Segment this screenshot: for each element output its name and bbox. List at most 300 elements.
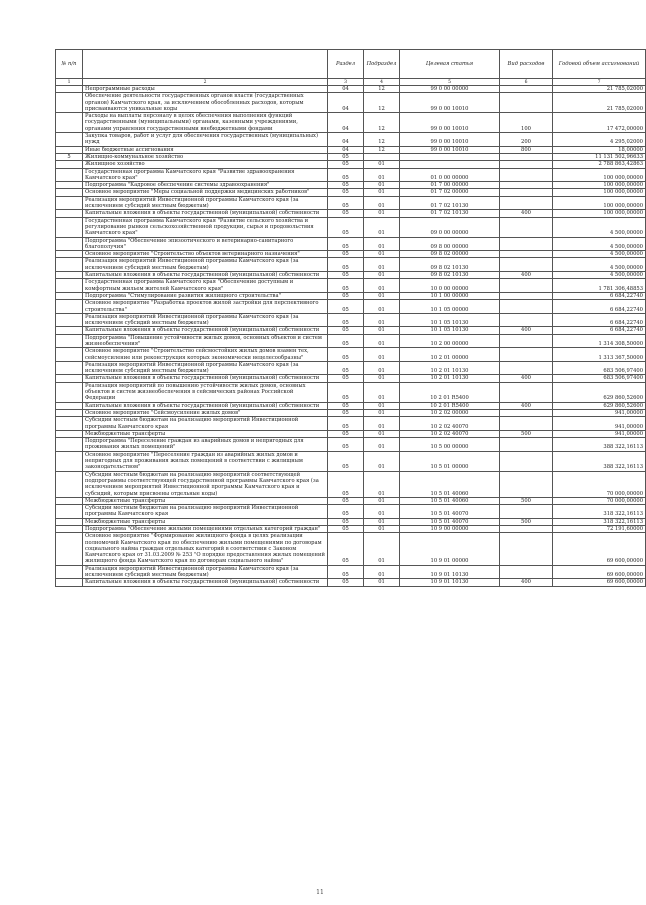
table-body <box>56 86 646 587</box>
row-expense-type-cell <box>500 153 553 160</box>
table-row <box>56 189 646 196</box>
row-num-cell <box>56 375 83 382</box>
row-expense-type-cell: 400 <box>500 579 553 586</box>
row-target-cell: 10 9 01 10130 <box>400 579 500 586</box>
row-subsection-cell: 01 <box>364 471 400 497</box>
row-total-cell: 318 322,16113 <box>553 518 646 525</box>
row-num-cell <box>56 417 83 431</box>
table-row <box>56 471 646 497</box>
row-target-cell: 99 0 00 00000 <box>400 86 500 93</box>
row-num-cell <box>56 258 83 272</box>
row-subsection-cell: 01 <box>364 348 400 362</box>
row-section-cell: 05 <box>328 430 364 437</box>
row-section-cell: 05 <box>328 402 364 409</box>
table-row <box>56 579 646 586</box>
row-total-cell: 21 785,02000 <box>553 93 646 113</box>
index-cell: 7 <box>553 79 646 86</box>
row-name-cell: Реализация мероприятий Инвестиционной программы Камчатского края (за исключением субсидий местным бюджетам) <box>83 258 328 272</box>
table-row <box>56 161 646 168</box>
row-expense-type-cell: 500 <box>500 497 553 504</box>
row-expense-type-cell: 800 <box>500 146 553 153</box>
row-total-cell: 6 684,22740 <box>553 292 646 299</box>
row-total-cell: 69 600,00000 <box>553 565 646 579</box>
row-target-cell: 10 1 05 10130 <box>400 313 500 327</box>
row-subsection-cell: 12 <box>364 113 400 133</box>
row-total-cell: 1 781 306,48853 <box>553 279 646 293</box>
row-num-cell <box>56 518 83 525</box>
row-subsection-cell: 01 <box>364 237 400 251</box>
row-expense-type-cell <box>500 334 553 348</box>
row-section-cell: 05 <box>328 518 364 525</box>
row-total-cell: 629 860,52600 <box>553 402 646 409</box>
row-expense-type-cell: 400 <box>500 327 553 334</box>
table-row <box>56 153 646 160</box>
table-row <box>56 334 646 348</box>
row-total-cell: 21 785,02000 <box>553 86 646 93</box>
row-subsection-cell: 01 <box>364 375 400 382</box>
row-total-cell: 318 322,16113 <box>553 505 646 519</box>
row-name-cell: Основное мероприятие "Разработка проектов жилой застройки для перспективного строительства" <box>83 300 328 314</box>
row-target-cell: 10 2 02 00000 <box>400 409 500 416</box>
row-name-cell: Подпрограмма "Кадровое обеспечение системы здравоохранения" <box>83 182 328 189</box>
row-name-cell: Подпрограмма "Повышение устойчивости жилых домов, основных объектов и систем жизнеобеспечения" <box>83 334 328 348</box>
row-total-cell: 6 684,22740 <box>553 313 646 327</box>
row-section-cell: 04 <box>328 93 364 113</box>
index-cell: 6 <box>500 79 553 86</box>
row-target-cell: 10 9 01 10130 <box>400 565 500 579</box>
row-target-cell: 10 2 01 R5400 <box>400 402 500 409</box>
row-total-cell: 941,00000 <box>553 417 646 431</box>
row-num-cell <box>56 409 83 416</box>
row-expense-type-cell: 100 <box>500 113 553 133</box>
row-name-cell: Подпрограмма "Обеспечение жилыми помещениями отдельных категорий граждан" <box>83 526 328 533</box>
row-name-cell: Капитальные вложения в объекты государственной (муниципальной) собственности <box>83 402 328 409</box>
row-total-cell: 941,00000 <box>553 430 646 437</box>
row-target-cell <box>400 153 500 160</box>
row-num-cell <box>56 161 83 168</box>
row-num-cell <box>56 300 83 314</box>
row-total-cell: 4 500,00000 <box>553 217 646 237</box>
row-target-cell: 10 2 01 00000 <box>400 348 500 362</box>
table-row <box>56 272 646 279</box>
row-section-cell: 05 <box>328 451 364 471</box>
row-subsection-cell: 01 <box>364 292 400 299</box>
index-cell: 3 <box>328 79 364 86</box>
row-name-cell: Расходы на выплаты персоналу в целях обеспечения выполнения функций государственными (муниципальными) органами, казенными учреждениями, органами управления государственными внебюджетными фондами <box>83 113 328 133</box>
row-subsection-cell: 01 <box>364 210 400 217</box>
row-name-cell: Капитальные вложения в объекты государственной (муниципальной) собственности <box>83 375 328 382</box>
row-name-cell: Субсидии местным бюджетам на реализацию мероприятий Инвестиционной программы Камчатского края <box>83 417 328 431</box>
row-section-cell: 05 <box>328 196 364 210</box>
row-expense-type-cell: 500 <box>500 518 553 525</box>
row-num-cell <box>56 279 83 293</box>
row-num-cell <box>56 497 83 504</box>
row-num-cell <box>56 526 83 533</box>
table-row <box>56 526 646 533</box>
row-target-cell: 99 0 00 10010 <box>400 146 500 153</box>
row-expense-type-cell <box>500 565 553 579</box>
row-total-cell: 683 506,97400 <box>553 375 646 382</box>
row-subsection-cell: 01 <box>364 533 400 565</box>
row-section-cell: 04 <box>328 133 364 147</box>
row-total-cell: 629 860,52600 <box>553 382 646 402</box>
row-name-cell: Жилищное хозяйство <box>83 161 328 168</box>
table-row <box>56 327 646 334</box>
row-subsection-cell: 12 <box>364 93 400 113</box>
row-total-cell: 6 684,22740 <box>553 300 646 314</box>
row-expense-type-cell <box>500 438 553 452</box>
row-expense-type-cell <box>500 251 553 258</box>
row-section-cell: 04 <box>328 146 364 153</box>
row-subsection-cell: 01 <box>364 272 400 279</box>
row-target-cell: 10 1 05 10130 <box>400 327 500 334</box>
row-total-cell: 4 500,00000 <box>553 272 646 279</box>
row-target-cell: 10 5 01 00000 <box>400 451 500 471</box>
row-num-cell <box>56 168 83 182</box>
table-row <box>56 182 646 189</box>
row-num-cell <box>56 402 83 409</box>
row-total-cell: 1 313 367,50000 <box>553 348 646 362</box>
row-subsection-cell: 01 <box>364 497 400 504</box>
row-target-cell: 10 0 00 00000 <box>400 279 500 293</box>
table-row <box>56 217 646 237</box>
row-target-cell: 09 8 02 10130 <box>400 258 500 272</box>
row-section-cell: 05 <box>328 153 364 160</box>
row-subsection-cell: 12 <box>364 133 400 147</box>
row-name-cell: Реализация мероприятий Инвестиционной программы Камчатского края (за исключением субсидий местным бюджетам) <box>83 196 328 210</box>
row-num-cell <box>56 217 83 237</box>
row-num-cell <box>56 133 83 147</box>
table-row <box>56 348 646 362</box>
row-target-cell: 10 2 02 40070 <box>400 417 500 431</box>
row-subsection-cell: 01 <box>364 402 400 409</box>
row-total-cell: 69 600,00000 <box>553 579 646 586</box>
col-subsection-header: Подраздел <box>364 50 400 79</box>
row-name-cell: Основное мероприятие "Строительство сейсмостойких жилых домов взамен тех, сейсмоусиление или реконструкция которых экономически нецелесообразны" <box>83 348 328 362</box>
row-total-cell: 70 000,00000 <box>553 497 646 504</box>
row-target-cell: 10 2 00 00000 <box>400 334 500 348</box>
row-name-cell: Подпрограмма "Стимулирование развития жилищного строительства" <box>83 292 328 299</box>
row-subsection-cell: 12 <box>364 86 400 93</box>
row-expense-type-cell <box>500 292 553 299</box>
row-target-cell: 10 2 01 10130 <box>400 375 500 382</box>
row-name-cell: Подпрограмма "Обеспечение эпизоотического и ветеринарно-санитарного благополучия" <box>83 237 328 251</box>
row-section-cell: 05 <box>328 210 364 217</box>
row-expense-type-cell <box>500 471 553 497</box>
table-row <box>56 451 646 471</box>
row-section-cell: 05 <box>328 409 364 416</box>
row-subsection-cell: 01 <box>364 182 400 189</box>
row-num-cell <box>56 146 83 153</box>
row-target-cell: 10 5 01 40060 <box>400 471 500 497</box>
col-num-header: № п/п <box>56 50 83 79</box>
row-name-cell: Государственная программа Камчатского края "Развитие здравоохранения Камчатского края" <box>83 168 328 182</box>
row-subsection-cell: 01 <box>364 505 400 519</box>
row-total-cell: 100 000,00000 <box>553 196 646 210</box>
row-section-cell: 05 <box>328 251 364 258</box>
row-name-cell: Закупка товаров, работ и услуг для обеспечения государственных (муниципальных) нужд <box>83 133 328 147</box>
row-expense-type-cell <box>500 93 553 113</box>
row-name-cell: Основное мероприятие "Строительство объектов ветеринарного назначения" <box>83 251 328 258</box>
table-row <box>56 313 646 327</box>
row-name-cell: Основное мероприятие "Меры социальной поддержки медицинских работников" <box>83 189 328 196</box>
table-row <box>56 237 646 251</box>
row-expense-type-cell: 400 <box>500 375 553 382</box>
row-name-cell: Реализация мероприятий Инвестиционной программы Камчатского края (за исключением субсидий местным бюджетам) <box>83 313 328 327</box>
row-target-cell: 01 7 00 00000 <box>400 182 500 189</box>
row-expense-type-cell <box>500 526 553 533</box>
row-total-cell: 941,00000 <box>553 409 646 416</box>
row-subsection-cell: 01 <box>364 251 400 258</box>
row-section-cell: 05 <box>328 217 364 237</box>
row-name-cell: Капитальные вложения в объекты государственной (муниципальной) собственности <box>83 579 328 586</box>
row-target-cell: 10 1 00 00000 <box>400 292 500 299</box>
table-row <box>56 438 646 452</box>
row-target-cell: 09 8 02 00000 <box>400 251 500 258</box>
row-subsection-cell: 01 <box>364 313 400 327</box>
row-num-cell <box>56 327 83 334</box>
table-row <box>56 196 646 210</box>
row-section-cell: 05 <box>328 327 364 334</box>
row-expense-type-cell <box>500 161 553 168</box>
table-row <box>56 375 646 382</box>
row-target-cell: 10 5 01 40060 <box>400 497 500 504</box>
row-expense-type-cell: 400 <box>500 210 553 217</box>
row-section-cell: 05 <box>328 292 364 299</box>
row-expense-type-cell: 400 <box>500 402 553 409</box>
page-number: 11 <box>316 889 324 896</box>
row-subsection-cell: 01 <box>364 526 400 533</box>
row-target-cell: 99 0 00 10010 <box>400 113 500 133</box>
row-num-cell <box>56 348 83 362</box>
index-cell: 4 <box>364 79 400 86</box>
table-header <box>56 50 646 79</box>
row-name-cell: Реализация мероприятий по повышению устойчивости жилых домов, основных объектов и систем жизнеобеспечения в сейсмических районах Российской Федерации <box>83 382 328 402</box>
row-total-cell: 4 295,02000 <box>553 133 646 147</box>
row-subsection-cell <box>364 153 400 160</box>
row-section-cell: 05 <box>328 279 364 293</box>
table-row <box>56 210 646 217</box>
row-section-cell: 04 <box>328 113 364 133</box>
row-num-cell <box>56 565 83 579</box>
table-row <box>56 505 646 519</box>
table-row <box>56 279 646 293</box>
row-target-cell: 09 8 02 10130 <box>400 272 500 279</box>
row-total-cell: 1 314 308,50000 <box>553 334 646 348</box>
row-target-cell: 01 7 02 10130 <box>400 196 500 210</box>
row-num-cell <box>56 210 83 217</box>
row-num-cell <box>56 93 83 113</box>
row-section-cell: 05 <box>328 565 364 579</box>
row-subsection-cell: 01 <box>364 438 400 452</box>
row-target-cell: 10 2 02 40070 <box>400 430 500 437</box>
row-num-cell <box>56 334 83 348</box>
row-target-cell: 10 2 01 R5400 <box>400 382 500 402</box>
row-section-cell: 05 <box>328 533 364 565</box>
table-row <box>56 497 646 504</box>
row-subsection-cell: 01 <box>364 327 400 334</box>
row-subsection-cell: 01 <box>364 161 400 168</box>
row-num-cell <box>56 251 83 258</box>
row-expense-type-cell <box>500 313 553 327</box>
row-section-cell: 05 <box>328 272 364 279</box>
index-cell: 2 <box>83 79 328 86</box>
row-target-cell: 09 8 00 00000 <box>400 237 500 251</box>
row-subsection-cell: 01 <box>364 382 400 402</box>
row-expense-type-cell <box>500 505 553 519</box>
row-target-cell: 09 0 00 00000 <box>400 217 500 237</box>
row-section-cell: 05 <box>328 417 364 431</box>
row-expense-type-cell <box>500 86 553 93</box>
col-section-header: Раздел <box>328 50 364 79</box>
row-expense-type-cell <box>500 361 553 375</box>
row-total-cell: 2 788 863,42863 <box>553 161 646 168</box>
row-section-cell: 05 <box>328 505 364 519</box>
row-target-cell: 99 0 00 10010 <box>400 93 500 113</box>
row-name-cell: Подпрограмма "Переселение граждан из аварийных домов и непригодных для проживания жилых помещений" <box>83 438 328 452</box>
row-total-cell: 69 600,00000 <box>553 533 646 565</box>
row-total-cell: 72 191,60000 <box>553 526 646 533</box>
row-section-cell: 05 <box>328 375 364 382</box>
index-cell: 1 <box>56 79 83 86</box>
row-expense-type-cell <box>500 300 553 314</box>
row-target-cell: 10 1 05 00000 <box>400 300 500 314</box>
row-section-cell: 05 <box>328 237 364 251</box>
row-expense-type-cell: 400 <box>500 272 553 279</box>
row-num-cell <box>56 438 83 452</box>
row-name-cell: Межбюджетные трансферты <box>83 518 328 525</box>
row-subsection-cell: 01 <box>364 579 400 586</box>
row-subsection-cell: 01 <box>364 430 400 437</box>
row-total-cell: 11 131 502,96633 <box>553 153 646 160</box>
row-expense-type-cell <box>500 237 553 251</box>
row-expense-type-cell <box>500 217 553 237</box>
table-row <box>56 533 646 565</box>
row-subsection-cell: 01 <box>364 196 400 210</box>
row-num-cell <box>56 189 83 196</box>
row-expense-type-cell <box>500 279 553 293</box>
row-subsection-cell: 01 <box>364 518 400 525</box>
row-expense-type-cell: 500 <box>500 430 553 437</box>
row-section-cell: 05 <box>328 471 364 497</box>
row-section-cell: 05 <box>328 313 364 327</box>
row-section-cell: 05 <box>328 300 364 314</box>
row-name-cell: Межбюджетные трансферты <box>83 497 328 504</box>
row-section-cell: 05 <box>328 382 364 402</box>
row-num-cell <box>56 579 83 586</box>
row-expense-type-cell <box>500 189 553 196</box>
row-num-cell <box>56 196 83 210</box>
col-total-header: Годовой объем ассигнований <box>553 50 646 79</box>
table-row <box>56 382 646 402</box>
row-name-cell: Капитальные вложения в объекты государственной (муниципальной) собственности <box>83 272 328 279</box>
row-total-cell: 388 322,16113 <box>553 438 646 452</box>
row-section-cell: 05 <box>328 348 364 362</box>
row-num-cell: 5 <box>56 153 83 160</box>
table-row <box>56 430 646 437</box>
row-total-cell: 683 506,97400 <box>553 361 646 375</box>
row-section-cell: 05 <box>328 438 364 452</box>
table-row <box>56 417 646 431</box>
row-expense-type-cell <box>500 348 553 362</box>
row-section-cell: 05 <box>328 361 364 375</box>
row-subsection-cell: 01 <box>364 565 400 579</box>
row-num-cell <box>56 451 83 471</box>
row-total-cell: 6 684,22740 <box>553 327 646 334</box>
row-target-cell: 10 5 01 40070 <box>400 505 500 519</box>
table-row <box>56 258 646 272</box>
row-name-cell: Основное мероприятие "Переселение граждан из аварийных жилых домов и непригодных для проживания жилых помещений в соответствии с жилищным законодательством" <box>83 451 328 471</box>
row-expense-type-cell <box>500 451 553 471</box>
row-expense-type-cell <box>500 168 553 182</box>
row-num-cell <box>56 182 83 189</box>
row-subsection-cell: 01 <box>364 417 400 431</box>
row-target-cell: 01 0 00 00000 <box>400 168 500 182</box>
row-subsection-cell: 01 <box>364 361 400 375</box>
row-name-cell: Обеспечение деятельности государственных органов власти (государственных органов) Камчатского края, за исключением обособленных расходов, которым присваиваются уникальные коды <box>83 93 328 113</box>
row-num-cell <box>56 292 83 299</box>
table-row <box>56 133 646 147</box>
row-name-cell: Непрограммные расходы <box>83 86 328 93</box>
row-target-cell: 10 5 00 00000 <box>400 438 500 452</box>
row-expense-type-cell <box>500 409 553 416</box>
table-row <box>56 402 646 409</box>
table-row <box>56 300 646 314</box>
row-num-cell <box>56 272 83 279</box>
row-name-cell: Межбюджетные трансферты <box>83 430 328 437</box>
row-num-cell <box>56 430 83 437</box>
table-row <box>56 409 646 416</box>
table-row <box>56 86 646 93</box>
row-subsection-cell: 01 <box>364 217 400 237</box>
row-target-cell: 10 5 01 40070 <box>400 518 500 525</box>
row-num-cell <box>56 86 83 93</box>
row-name-cell: Государственная программа Камчатского края "Развитие сельского хозяйства и регулирование рынков сельскохозяйственной продукции, сырья и продовольствия Камчатского края" <box>83 217 328 237</box>
row-expense-type-cell <box>500 196 553 210</box>
table-row <box>56 361 646 375</box>
row-subsection-cell: 01 <box>364 279 400 293</box>
row-name-cell: Государственная программа Камчатского края "Обеспечение доступным и комфортным жильем жителей Камчатского края" <box>83 279 328 293</box>
row-name-cell: Жилищно-коммунальное хозяйство <box>83 153 328 160</box>
row-total-cell: 17 472,00000 <box>553 113 646 133</box>
column-index-row <box>56 79 646 86</box>
row-num-cell <box>56 361 83 375</box>
row-num-cell <box>56 471 83 497</box>
row-total-cell: 100 000,00000 <box>553 189 646 196</box>
row-target-cell: 01 7 02 00000 <box>400 189 500 196</box>
row-name-cell: Основное мероприятие "Сейсмоусиление жилых домов" <box>83 409 328 416</box>
row-subsection-cell: 01 <box>364 258 400 272</box>
col-name-header <box>83 50 328 79</box>
row-section-cell: 05 <box>328 168 364 182</box>
table-row <box>56 146 646 153</box>
row-subsection-cell: 01 <box>364 300 400 314</box>
row-section-cell: 04 <box>328 86 364 93</box>
row-total-cell: 388 322,16113 <box>553 451 646 471</box>
row-section-cell: 05 <box>328 182 364 189</box>
index-cell: 5 <box>400 79 500 86</box>
row-total-cell: 100 000,00000 <box>553 182 646 189</box>
row-section-cell: 05 <box>328 497 364 504</box>
row-name-cell: Иные бюджетные ассигнования <box>83 146 328 153</box>
row-subsection-cell: 01 <box>364 409 400 416</box>
table-row <box>56 518 646 525</box>
table-row <box>56 292 646 299</box>
row-name-cell: Капитальные вложения в объекты государственной (муниципальной) собственности <box>83 327 328 334</box>
row-total-cell: 100 000,00000 <box>553 210 646 217</box>
row-section-cell: 05 <box>328 526 364 533</box>
row-name-cell: Основное мероприятие "Формирование жилищного фонда в целях реализации полномочий Камчатского края по обеспечению жилыми помещениями по договорам социального найма граждан отдельных категорий в соответствии с Законом Камчатского края от 31.03.2009 № 253 "О порядке предоставления жилых помещений жилищного фонда Камчатского края по договорам социального найма" <box>83 533 328 565</box>
